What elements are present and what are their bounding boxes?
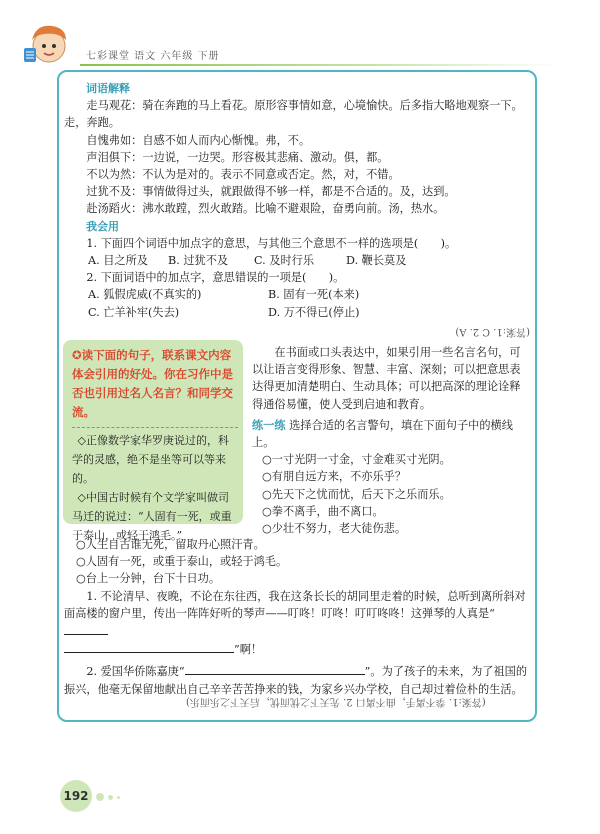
decor-dot [108,795,113,800]
q2-option: D. 万不得已(停止) [268,305,360,319]
tip-quote-1: ◇正像数学家华罗庚说过的，科学的灵感，绝不是坐等可以等来的。 [72,434,229,485]
quote-option: ○少壮不努力，老大徒伤悲。 [262,522,407,536]
tip-quote-2: ◇中国古时候有个文学家叫做司马迁的说过：“人固有一死，或重于泰山，或轻于鸿毛。” [72,491,232,542]
page-header [0,0,600,70]
vocab-item: 不以为然：不认为是对的。表示不同意或否定。然，对，不错。 [86,168,400,182]
q1-option: D. 鞭长莫及 [346,254,407,268]
mascot-icon [22,18,72,68]
q1-option: A. 目之所及 [88,254,148,268]
practice-title: 我会用 [86,219,119,233]
q2-option: A. 狐假虎威(不真实的) [88,288,202,302]
tip-divider [72,427,238,428]
practice-question-2: 2. 下面词语中的加点字，意思错误的一项是( )。 [86,271,345,285]
tip-body [72,424,238,545]
sentence-2-text: 2. 爱国华侨陈嘉庚“ [86,665,185,679]
q2-option: B. 固有一死(本来) [268,288,360,302]
page-number: 192 [60,780,92,812]
exercise-label: 练一练 [252,418,286,432]
exercise-sentence-2 [64,662,530,697]
vocab-item: 赴汤蹈火：沸水敢蹚，烈火敢踏。比喻不避艰险，奋勇向前。汤，热水。 [86,202,445,216]
quote-option: ○台上一分钟，台下十日功。 [76,572,221,586]
quote-option: ○人固有一死，或重于泰山，或轻于鸿毛。 [76,555,288,569]
exercise-bottom [64,536,530,698]
sentence-1-text: 1. 不论清早、夜晚，不论在东往西，我在这条长长的胡同里走着的时候，总听到离所斜对面高楼的窗户里，传出一阵阵好听的琴声——叮咚！叮咚！叮叮咚咚！这弹琴的人真是“ [64,589,526,620]
quote-option: ○有朋自远方来，不亦乐乎？ [262,470,407,484]
decor-dot [117,796,120,799]
exercise-sentence-1-cont [64,640,530,658]
sentence-1-end: ”啊！ [234,643,263,657]
vocab-item: 声泪俱下：一边说，一边哭。形容极其悲痛、激动。俱，都。 [86,150,389,164]
vocab-item: 自愧弗如：自感不如人而内心惭愧。弗，不。 [86,133,311,147]
vocab-item: 过犹不及：事情做得过头，就跟做得不够一样，都是不合适的。及，达到。 [86,185,456,199]
header-divider [80,64,560,66]
answer-blank[interactable] [64,622,108,635]
answer-blank[interactable] [185,662,365,675]
q2-option: C. 亡羊补牢(失去) [88,305,180,319]
tip-title: ✪读下面的句子，联系课文内容体会引用的好处。你在习作中是否也引用过名人名言？和同学交流。 [72,348,233,419]
q2-options-row1 [64,286,530,303]
quote-option: ○一寸光阴一寸金，寸金难买寸光阴。 [262,453,451,467]
exercise-instruction-row [252,417,530,451]
quote-option: ○先天下之忧而忧，后天下之乐而乐。 [262,487,451,501]
vocab-section [64,80,530,321]
vocab-item: 走马观花：骑在奔跑的马上看花。原形容事情如意，心境愉快。后多指大略地观察一下。走，奔跑。 [64,99,523,130]
exercise-instruction: 选择合适的名言警句，填在下面句子中的横线上。 [252,418,513,450]
intro-paragraph: 在书面或口头表达中，如果引用一些名言名句，可以让语言变得形象、智慧、丰富、深刻；可以把意思表达得更加清楚明白、生动具体；可以把高深的理论诠释得通俗易懂，使人受到启迪和教育。 [252,346,521,411]
q1-options [64,252,530,269]
sentence-2-text-end: ”。为了孩子的未来，为了祖国的振兴，他毫无保留地献出自己辛辛苦苦挣来的钱，为家乡兴办学校，自己却过着俭朴的生活。 [64,665,528,696]
header-title: 七彩课堂 语文 六年级 下册 [86,51,220,62]
vocab-title: 词语解释 [86,82,130,95]
quote-option: ○人生自古谁无死，留取丹心照汗青。 [76,538,265,551]
exercise-answer: (答案:1. 拳不离手，曲不离口 2. 先天下之忧而忧，后天下之乐而乐) [186,696,486,707]
q1-option: B. 过犹不及 [168,254,229,268]
practice-question-1: 1. 下面四个词语中加点字的意思，与其他三个意思不一样的选项是( )。 [86,236,457,250]
quote-option: ○拳不离手，曲不离口。 [262,504,384,518]
right-column [252,344,530,537]
answer-blank[interactable] [64,640,234,653]
q2-options-row2 [64,304,530,321]
exercise-sentence-1 [64,588,530,641]
q1-option: C. 及时行乐 [254,254,315,268]
decor-dot [96,793,104,801]
practice-answer: (答案:1. C 2. A) [455,326,530,337]
